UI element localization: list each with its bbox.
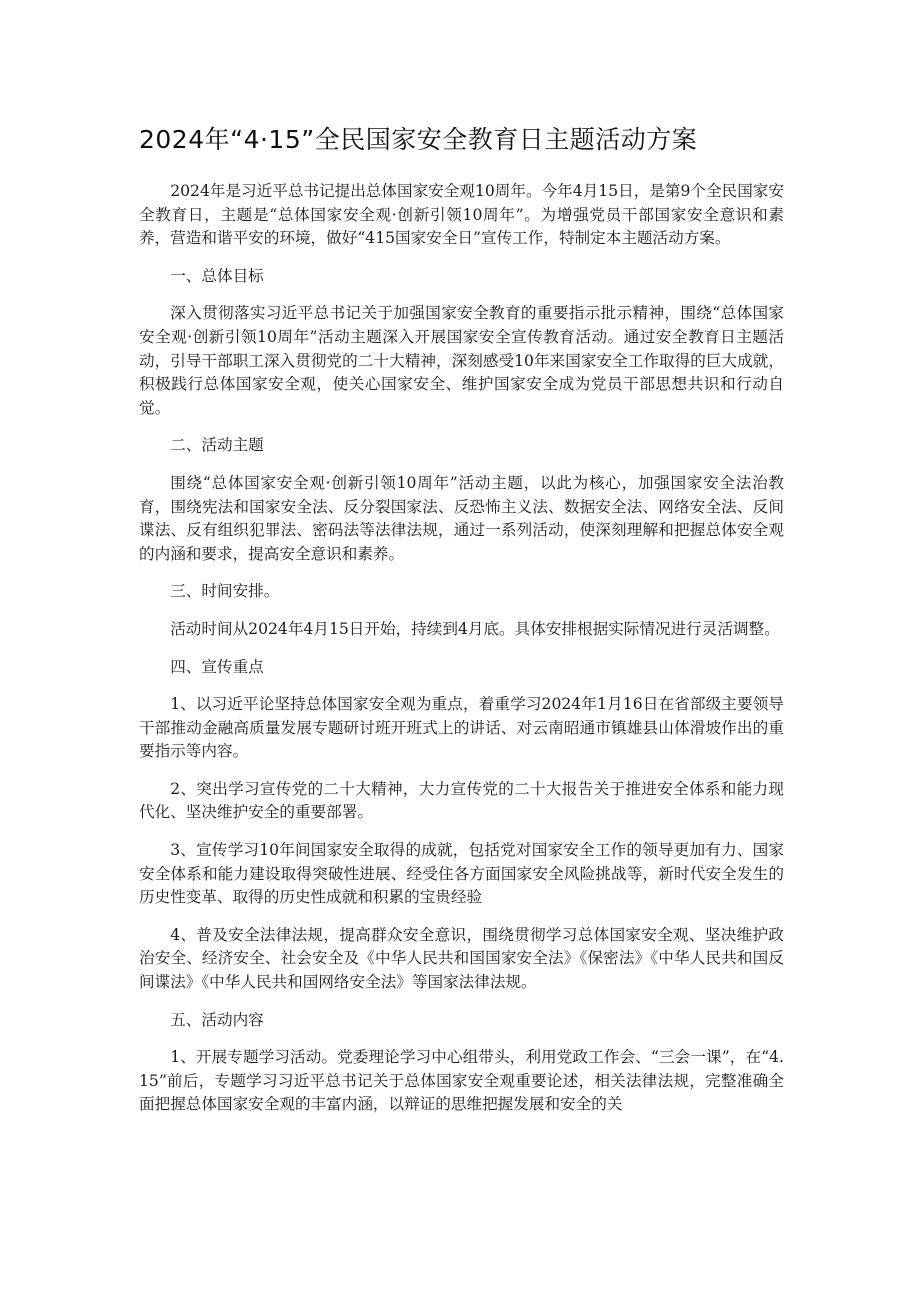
section-heading-goal: 一、总体目标 <box>170 266 264 285</box>
goal-paragraph: 深入贯彻落实习近平总书记关于加强国家安全教育的重要指示批示精神，围绕“总体国家安全观·创新引领10周年”活动主题深入开展国家安全宣传教育活动。通过安全教育日主题活动，引导干部职工深入贯彻党的二十大精神，深刻感受10年来国家安全工作取得的巨大成就，积极践行总体国家安全观，使关心国家安全、维护国家安全成为党员干部思想共识和行动自觉。 <box>139 304 784 417</box>
focus-item-2: 2、突出学习宣传党的二十大精神，大力宣传党的二十大报告关于推进安全体系和能力现代化、坚决维护安全的重要部署。 <box>139 779 784 822</box>
section-heading-schedule: 三、时间安排。 <box>170 582 280 601</box>
document-page <box>139 122 784 1131</box>
content-item-1: 1、开展专题学习活动。党委理论学习中心组带头，利用党政工作会、“三会一课”，在“4.15”前后，专题学习习近平总书记关于总体国家安全观重要论述，相关法律法规，完整准确全面把握总体国家安全观的丰富内涵，以辩证的思维把握发展和安全的关 <box>139 1048 784 1114</box>
focus-item-1: 1、以习近平论坚持总体国家安全观为重点，着重学习2024年1月16日在省部级主要领导干部推动金融高质量发展专题研讨班开班式上的讲话、对云南昭通市镇雄县山体滑坡作出的重要指示等内容。 <box>139 695 784 761</box>
intro-paragraph: 2024年是习近平总书记提出总体国家安全观10周年。今年4月15日，是第9个全民国家安全教育日，主题是“总体国家安全观·创新引领10周年”。为增强党员干部国家安全意识和素养，营造和谐平安的环境，做好“415国家安全日”宣传工作，特制定本主题活动方案。 <box>139 182 784 248</box>
theme-paragraph: 围绕“总体国家安全观·创新引领10周年”活动主题，以此为核心，加强国家安全法治教育，围绕宪法和国家安全法、反分裂国家法、反恐怖主义法、数据安全法、网络安全法、反间谍法、反有组织犯罪法、密码法等法律法规，通过一系列活动，使深刻理解和把握总体安全观的内涵和要求，提高安全意识和素养。 <box>139 473 784 563</box>
focus-item-4: 4、普及安全法律法规，提高群众安全意识，围绕贯彻学习总体国家安全观、坚决维护政治安全、经济安全、社会安全及《中华人民共和国国家安全法》《保密法》《中华人民共和国反间谍法》《中华人民共和国网络安全法》等国家法律法规。 <box>139 925 784 992</box>
schedule-paragraph: 活动时间从2024年4月15日开始，持续到4月底。具体安排根据实际情况进行灵活调整。 <box>170 619 780 638</box>
section-heading-theme: 二、活动主题 <box>170 436 264 455</box>
section-heading-focus: 四、宣传重点 <box>170 657 264 676</box>
focus-item-3: 3、宣传学习10年间国家安全取得的成就，包括党对国家安全工作的领导更加有力、国家安全体系和能力建设取得突破性进展、经受住各方面国家安全风险挑战等，新时代安全发生的历史性变革、取得的历史性成就和积累的宝贵经验 <box>139 841 784 907</box>
document-title: 2024年“4·15”全民国家安全教育日主题活动方案 <box>139 125 698 154</box>
section-heading-content: 五、活动内容 <box>170 1010 264 1029</box>
